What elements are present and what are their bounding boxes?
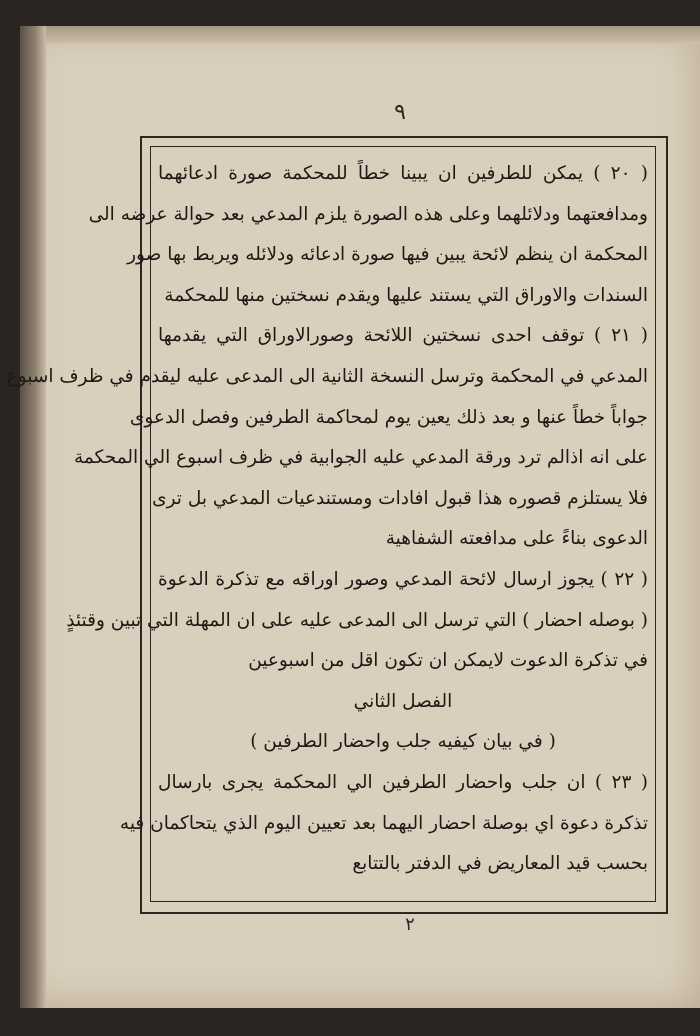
text-line: جواباً خطاً عنها و بعد ذلك يعين يوم لمحاكمة الطرفين وفصل الدعوى [129, 406, 648, 428]
page-top-edge [20, 26, 700, 44]
text-line: على انه اذالم ترد ورقة المدعي عليه الجوابية في ظرف اسبوع الي المحكمة [73, 447, 648, 469]
page-number: ٩ [394, 100, 406, 125]
text-line: بحسب قيد المعاريض في الدفتر بالتتابع [352, 853, 648, 875]
text-line-article-20: ( ٢٠ ) يمكن للطرفين ان يبينا خطاً للمحكمة صورة ادعائهما [158, 163, 648, 184]
text-block [6, 154, 648, 885]
text-line: السندات والاوراق التي يستند عليها ويقدم نسختين منها للمحكمة [164, 284, 648, 306]
text-line-article-21: ( ٢١ ) توقف احدى نسختين اللائحة وصورالاوراق التي يقدمها [158, 325, 648, 347]
text-line: ومدافعتهما ودلائلهما وعلى هذه الصورة يلزم المدعي بعد حوالة عرضه الى [88, 203, 648, 225]
text-line-article-22: ( ٢٢ ) يجوز ارسال لائحة المدعي وصور اوراقه مع تذكرة الدعوة [158, 568, 648, 590]
text-line: الدعوى بناءً على مدافعته الشفاهية [385, 528, 648, 550]
text-line-article-23: ( ٢٣ ) ان جلب واحضار الطرفين الي المحكمة يجرى بارسال [158, 771, 648, 793]
text-line: فلا يستلزم قصوره هذا قبول افادات ومستندعيات المدعي بل ترى [152, 487, 648, 509]
text-line: ( بوصله احضار ) التي ترسل الى المدعى عليه على ان المهلة التي تبين وقتئذٍ [66, 609, 648, 631]
section-heading: الفصل الثاني [353, 690, 453, 712]
book-spine-edge [20, 26, 46, 1008]
footer-signature-number: ٢ [405, 914, 415, 935]
section-subheading: ( في بيان كيفيه جلب واحضار الطرفين ) [250, 731, 556, 753]
text-line: المحكمة ان ينظم لائحة يبين فيها صورة ادعائه ودلائله ويربط بها صور [127, 244, 648, 266]
text-line: تذكرة دعوة اي بوصلة احضار اليهما بعد تعيين اليوم الذي يتحاكمان فيه [119, 812, 648, 834]
text-line: المدعي في المحكمة وترسل النسخة الثانية الى المدعى عليه ليقدم في ظرف اسبوع [6, 365, 648, 387]
text-line: في تذكرة الدعوت لايمكن ان تكون اقل من اسبوعين [248, 650, 648, 672]
